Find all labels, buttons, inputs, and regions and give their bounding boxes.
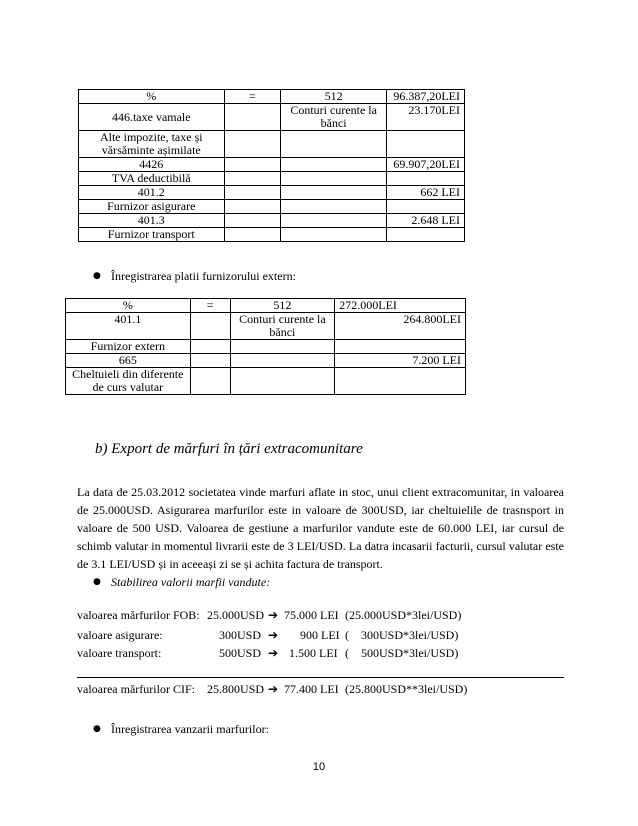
calc-usd: 25.800USD <box>207 682 265 696</box>
table-cell <box>281 200 387 214</box>
table-cell <box>224 186 281 200</box>
table-cell: 401.1 <box>66 313 191 340</box>
calc-label: valoare transport: <box>77 646 162 660</box>
bullet-text: Stabilirea valorii marfii vandute: <box>111 575 271 589</box>
table-cell: Furnizor extern <box>66 340 191 354</box>
table-cell: 401.3 <box>79 214 225 228</box>
divider-line <box>77 677 564 678</box>
calc-usd: 500USD <box>219 646 262 660</box>
table-row <box>79 228 465 242</box>
table-cell: 4426 <box>79 158 225 172</box>
table-row <box>79 131 465 158</box>
bullet-icon: ● <box>93 271 101 281</box>
table-cell <box>281 186 387 200</box>
table-cell: 401.2 <box>79 186 225 200</box>
bullet-icon: ● <box>93 577 101 587</box>
table-row <box>79 90 465 104</box>
table-cell <box>224 214 281 228</box>
table-cell <box>190 313 230 340</box>
table-cell: Furnizor transport <box>79 228 225 242</box>
section-heading: b) Export de mărfuri în țări extracomunitare <box>95 441 363 457</box>
table-cell <box>224 131 281 158</box>
calc-formula: ( 300USD*3lei/USD) <box>345 628 459 642</box>
table-cell: 7.200 LEI <box>335 354 466 368</box>
journal-entry-table-1 <box>78 89 465 242</box>
table-cell <box>224 158 281 172</box>
calc-formula: (25.000USD*3lei/USD) <box>345 608 462 622</box>
table-cell: 446.taxe vamale <box>79 104 225 131</box>
table-cell <box>281 158 387 172</box>
arrow-icon: ➔ <box>268 608 279 622</box>
table-cell: 665 <box>66 354 191 368</box>
calc-lei: 75.000 LEI <box>284 608 339 622</box>
table-cell <box>230 368 335 395</box>
table-cell: Cheltuieli din diferente de curs valutar <box>66 368 191 395</box>
calc-usd: 300USD <box>219 628 262 642</box>
table-cell <box>230 340 335 354</box>
calc-formula: (25.800USD**3lei/USD) <box>345 682 468 696</box>
table-cell: = <box>190 299 230 313</box>
table-cell <box>224 104 281 131</box>
table-row <box>79 214 465 228</box>
table-cell <box>230 354 335 368</box>
table-cell <box>281 131 387 158</box>
table-cell: 272.000LEI <box>335 299 466 313</box>
table-cell: 512 <box>230 299 335 313</box>
table-cell <box>281 228 387 242</box>
table-cell <box>190 354 230 368</box>
table-cell <box>386 172 464 186</box>
bullet-text: Înregistrarea platii furnizorului extern: <box>111 269 296 283</box>
table-cell <box>386 200 464 214</box>
calc-usd: 25.000USD <box>207 608 265 622</box>
table-cell: = <box>224 90 281 104</box>
table-row <box>66 354 466 368</box>
arrow-icon: ➔ <box>268 628 279 642</box>
bullet-icon: ● <box>93 724 101 734</box>
table-cell: 96.387,20LEI <box>386 90 464 104</box>
table-cell <box>281 172 387 186</box>
table-row <box>79 172 465 186</box>
table-cell <box>224 228 281 242</box>
table-cell <box>224 200 281 214</box>
table-cell <box>335 340 466 354</box>
table-cell: % <box>79 90 225 104</box>
table-row <box>79 158 465 172</box>
calc-label: valoarea mărfurilor CIF: <box>77 682 195 696</box>
calc-lei: 1.500 LEI <box>289 646 338 660</box>
table-cell: 662 LEI <box>386 186 464 200</box>
table-row <box>66 313 466 340</box>
table-cell: Furnizor asigurare <box>79 200 225 214</box>
table-cell: 512 <box>281 90 387 104</box>
table-cell: 264.800LEI <box>335 313 466 340</box>
body-paragraph: La data de 25.03.2012 societatea vinde marfuri aflate in stoc, unui client extracomunitar, in valoarea de 25.000USD. Asigurarea marfurilor este in valoare de 300USD, iar cheltuielile de trasnsport in valoare de 500 USD. Valoarea de gestiune a marfurilor vandute este de 60.000 LEI, iar cursul de schimb valutar in momentul livrarii este de 3 LEI/USD. La datra incasarii facturii, cursul valutar este de 3.1 LEI/USD și in aceeași zi se și achita factura de transport. <box>77 485 564 571</box>
table-cell: 23.170LEI <box>386 104 464 131</box>
calc-lei: 77.400 LEI <box>284 682 339 696</box>
table-row <box>79 186 465 200</box>
table-cell: Alte impozite, taxe și vărsăminte așimilate <box>79 131 225 158</box>
table-cell <box>190 340 230 354</box>
table-cell <box>335 368 466 395</box>
table-cell: 2.648 LEI <box>386 214 464 228</box>
table-cell <box>281 214 387 228</box>
arrow-icon: ➔ <box>268 682 279 696</box>
calc-lei: 900 LEI <box>300 628 340 642</box>
table-row <box>66 340 466 354</box>
table-cell: TVA deductibilă <box>79 172 225 186</box>
table-cell: 69.907,20LEI <box>386 158 464 172</box>
table-cell <box>224 172 281 186</box>
table-row <box>79 200 465 214</box>
table-cell <box>190 368 230 395</box>
table-cell: Conturi curente la bănci <box>281 104 387 131</box>
table-row <box>66 368 466 395</box>
calc-label: valoarea mărfurilor FOB: <box>77 608 200 622</box>
table-row <box>79 104 465 131</box>
calc-formula: ( 500USD*3lei/USD) <box>345 646 459 660</box>
table-cell: Conturi curente la bănci <box>230 313 335 340</box>
calc-label: valoare asigurare: <box>77 628 163 642</box>
table-cell: % <box>66 299 191 313</box>
arrow-icon: ➔ <box>268 646 279 660</box>
page-number: 10 <box>312 761 326 773</box>
bullet-text: Înregistrarea vanzarii marfurilor: <box>111 722 269 736</box>
table-cell <box>386 131 464 158</box>
table-cell <box>386 228 464 242</box>
table-row <box>66 299 466 313</box>
journal-entry-table-2 <box>65 298 466 395</box>
